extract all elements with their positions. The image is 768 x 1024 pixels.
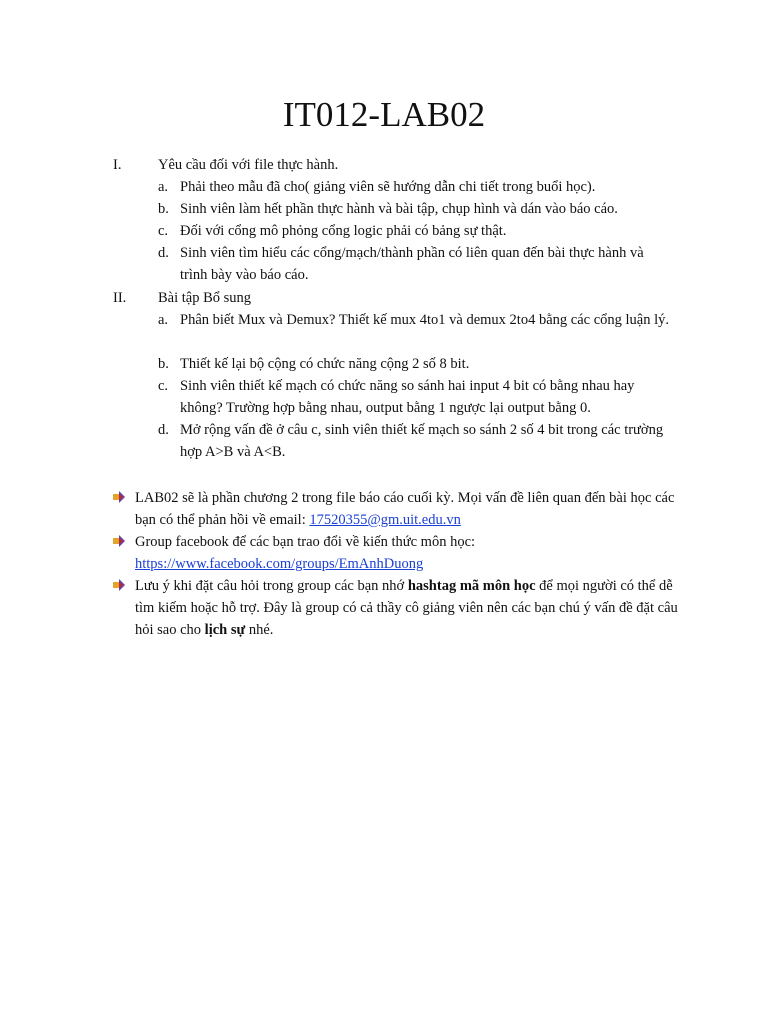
note-2-text: Group facebook để các bạn trao đổi về kiến thức môn học:: [135, 534, 476, 550]
item-letter: c.: [158, 223, 169, 239]
list-item: Đối với cổng mô phỏng cổng logic phải có bảng sự thật.: [180, 223, 507, 239]
section-number: II.: [113, 290, 127, 306]
note-1-text: LAB02 sẽ là phần chương 2 trong file báo cáo cuối kỳ. Mọi vấn đề liên quan đến bài học các bạn có thể phản hồi về email:: [135, 490, 675, 528]
polite-emphasis: lịch sự: [204, 622, 246, 638]
facebook-group-link[interactable]: https://www.facebook.com/groups/EmAnhDuong: [135, 556, 424, 572]
note-text: [135, 575, 685, 641]
list-item: Phân biết Mux và Demux? Thiết kế mux 4to1 và demux 2to4 bằng các cổng luận lý.: [180, 312, 669, 328]
item-letter: b.: [158, 201, 169, 217]
note-3-text-post: nhé.: [245, 622, 274, 638]
list-item: Thiết kế lại bộ cộng có chức năng cộng 2 số 8 bit.: [180, 356, 470, 372]
list-item: Sinh viên tìm hiểu các cổng/mạch/thành phần có liên quan đến bài thực hành và trình bày vào báo cáo.: [180, 245, 644, 283]
item-letter: a.: [158, 312, 169, 328]
arrow-bullet-icon: [113, 491, 125, 503]
item-letter: d.: [158, 245, 169, 261]
note-3-text-mid: để mọi người có thể dễ tìm kiếm hoặc hỗ trợ. Đây là group có cả thầy cô giảng viên nên các bạn chú ý vấn đề đặt câu hỏi sao cho: [135, 578, 678, 638]
note-3-text-pre: Lưu ý khi đặt câu hỏi trong group các bạn nhớ: [135, 578, 408, 594]
item-letter: a.: [158, 179, 169, 195]
list-item: Sinh viên làm hết phần thực hành và bài tập, chụp hình và dán vào báo cáo.: [180, 201, 618, 217]
hashtag-emphasis: hashtag mã môn học: [407, 578, 536, 594]
list-item: Mở rộng vấn đề ở câu c, sinh viên thiết kế mạch so sánh 2 số 4 bit trong các trường hợp A>B và A<B.: [180, 422, 664, 460]
document-title: IT012-LAB02: [282, 95, 486, 134]
section-heading: Bài tập Bổ sung: [158, 290, 252, 306]
section-number: I.: [113, 157, 122, 173]
email-link[interactable]: 17520355@gm.uit.edu.vn: [309, 512, 461, 528]
list-item: Phải theo mẫu đã cho( giảng viên sẽ hướng dẫn chi tiết trong buổi học).: [180, 179, 596, 195]
section-heading: Yêu cầu đối với file thực hành.: [158, 157, 339, 173]
list-item: Sinh viên thiết kế mạch có chức năng so sánh hai input 4 bit có bằng nhau hay không? Trường hợp bằng nhau, output bằng 1 ngược lại output bằng 0.: [180, 378, 635, 416]
item-letter: b.: [158, 356, 169, 372]
note-text: [135, 531, 685, 575]
item-letter: c.: [158, 378, 169, 394]
item-letter: d.: [158, 422, 169, 438]
arrow-bullet-icon: [113, 579, 125, 591]
note-text: [135, 487, 685, 531]
arrow-bullet-icon: [113, 535, 125, 547]
